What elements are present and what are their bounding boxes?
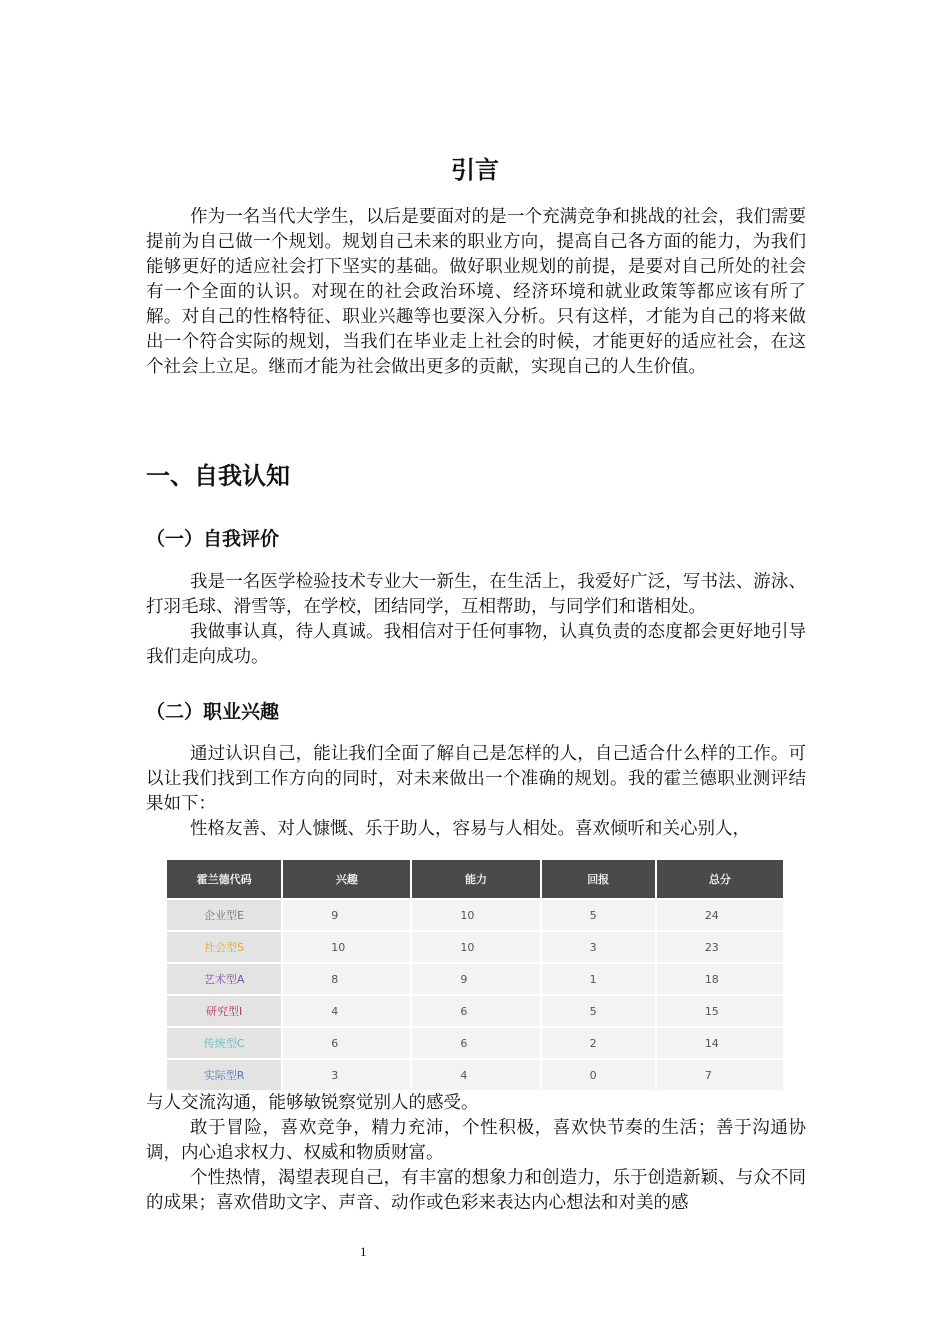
career-interest-paragraph-3: 敢于冒险，喜欢竞争，精力充沛，个性积极，喜欢快节奏的生活；善于沟通协调，内心追求权力、权威和物质财富。 — [146, 1118, 806, 1163]
interest-cell: 9 — [282, 899, 411, 931]
interest-cell: 10 — [282, 931, 411, 963]
interest-cell: 6 — [282, 1027, 411, 1059]
holland-code-cell: 研究型I — [167, 995, 282, 1027]
total-cell: 18 — [656, 963, 783, 995]
reward-cell: 0 — [541, 1059, 656, 1090]
ability-cell: 6 — [411, 995, 540, 1027]
holland-code-cell: 传统型C — [167, 1027, 282, 1059]
page-number: 1 — [360, 1244, 367, 1259]
reward-cell: 3 — [541, 931, 656, 963]
reward-cell: 5 — [541, 899, 656, 931]
holland-result-table — [167, 860, 783, 1090]
table-row — [167, 899, 783, 931]
page-title: 引言 — [451, 156, 499, 184]
career-interest-paragraph-2: 性格友善、对人慷慨、乐于助人，容易与人相处。喜欢倾听和关心别人， — [190, 819, 750, 839]
table-header-cell: 霍兰德代码 — [167, 860, 282, 899]
interest-cell: 8 — [282, 963, 411, 995]
ability-cell: 4 — [411, 1059, 540, 1090]
reward-cell: 2 — [541, 1027, 656, 1059]
total-cell: 15 — [656, 995, 783, 1027]
table-header-cell: 总分 — [656, 860, 783, 899]
total-cell: 24 — [656, 899, 783, 931]
intro-paragraph: 作为一名当代大学生，以后是要面对的是一个充满竞争和挑战的社会，我们需要提前为自己做一个规划。规划自己未来的职业方向，提高自己各方面的能力，为我们能够更好的适应社会打下坚实的基础。做好职业规划的前提，是要对自己所处的社会有一个全面的认识。对现在的社会政治环境、经济环境和就业政策等都应该有所了解。对自己的性格特征、职业兴趣等也要深入分析。只有这样，才能为自己的将来做出一个符合实际的规划，当我们在毕业走上社会的时候，才能更好的适应社会，在这个社会上立足。继而才能为社会做出更多的贡献，实现自己的人生价值。 — [146, 207, 806, 377]
holland-code-cell: 实际型R — [167, 1059, 282, 1090]
self-evaluation-paragraph-1: 我是一名医学检验技术专业大一新生，在生活上，我爱好广泛，写书法、游泳、打羽毛球、滑雪等，在学校，团结同学，互相帮助，与同学们和谐相处。 — [146, 572, 806, 617]
table-row — [167, 995, 783, 1027]
ability-cell: 9 — [411, 963, 540, 995]
subsection-heading-career-interest: （二）职业兴趣 — [146, 701, 280, 723]
career-interest-paragraph-1: 通过认识自己，能让我们全面了解自己是怎样的人，自己适合什么样的工作。可以让我们找到工作方向的同时，对未来做出一个准确的规划。我的霍兰德职业测评结果如下： — [146, 744, 806, 814]
table-row — [167, 1059, 783, 1090]
total-cell: 7 — [656, 1059, 783, 1090]
ability-cell: 10 — [411, 931, 540, 963]
interest-cell: 4 — [282, 995, 411, 1027]
table-header-cell: 兴趣 — [282, 860, 411, 899]
total-cell: 23 — [656, 931, 783, 963]
reward-cell: 1 — [541, 963, 656, 995]
holland-code-cell: 艺术型A — [167, 963, 282, 995]
subsection-heading-self-evaluation: （一）自我评价 — [146, 528, 280, 550]
reward-cell: 5 — [541, 995, 656, 1027]
self-evaluation-paragraph-2: 我做事认真，待人真诚。我相信对于任何事物，认真负责的态度都会更好地引导我们走向成功。 — [146, 622, 806, 667]
interest-cell: 3 — [282, 1059, 411, 1090]
table-header-row — [167, 860, 783, 899]
career-interest-paragraph-4: 个性热情，渴望表现自己，有丰富的想象力和创造力，乐于创造新颖、与众不同的成果；喜欢借助文字、声音、动作或色彩来表达内心想法和对美的感 — [146, 1168, 806, 1213]
ability-cell: 6 — [411, 1027, 540, 1059]
section-heading-self-cognition: 一、自我认知 — [146, 462, 290, 490]
table-header-cell: 能力 — [411, 860, 540, 899]
holland-code-cell: 企业型E — [167, 899, 282, 931]
table-row — [167, 963, 783, 995]
total-cell: 14 — [656, 1027, 783, 1059]
ability-cell: 10 — [411, 899, 540, 931]
table-row — [167, 1027, 783, 1059]
holland-code-cell: 社会型S — [167, 931, 282, 963]
table-row — [167, 931, 783, 963]
career-interest-paragraph-2-continued: 与人交流沟通，能够敏锐察觉别人的感受。 — [146, 1093, 479, 1113]
table-header-cell: 回报 — [541, 860, 656, 899]
